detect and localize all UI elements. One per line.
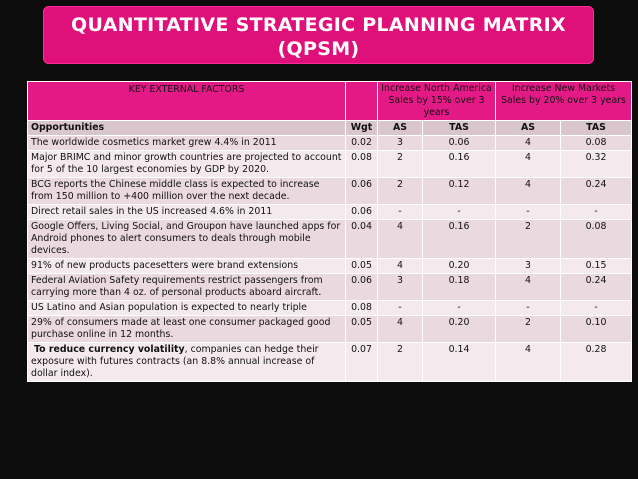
- table-subheader-row: [28, 121, 632, 136]
- tas2-header: TAS: [561, 121, 632, 136]
- as2-cell: 4: [496, 343, 561, 382]
- weight-header: Wgt: [346, 121, 378, 136]
- weight-cell: 0.05: [346, 259, 378, 274]
- weight-cell: 0.06: [346, 205, 378, 220]
- factor-cell: BCG reports the Chinese middle class is expected to increase from 150 million to +400 million over the next decade.: [28, 178, 346, 205]
- as1-cell: 2: [378, 151, 423, 178]
- tas2-cell: 0.32: [561, 151, 632, 178]
- tas2-cell: -: [561, 205, 632, 220]
- tas1-cell: 0.16: [423, 220, 496, 259]
- strategy-1-header: Increase North America Sales by 15% over 3 years: [378, 82, 496, 121]
- as1-cell: 4: [378, 316, 423, 343]
- as2-cell: 4: [496, 136, 561, 151]
- as1-header: AS: [378, 121, 423, 136]
- tas2-cell: 0.28: [561, 343, 632, 382]
- tas1-header: TAS: [423, 121, 496, 136]
- tas1-cell: 0.14: [423, 343, 496, 382]
- opportunities-header: Opportunities: [28, 121, 346, 136]
- weight-cell: 0.02: [346, 136, 378, 151]
- factor-cell: [28, 343, 346, 382]
- table-row: [28, 205, 632, 220]
- factor-cell: US Latino and Asian population is expected to nearly triple: [28, 301, 346, 316]
- as2-cell: 2: [496, 220, 561, 259]
- factor-cell: Major BRIMC and minor growth countries are projected to account for 5 of the 10 largest economies by GDP by 2020.: [28, 151, 346, 178]
- table-row: [28, 316, 632, 343]
- as2-cell: 2: [496, 316, 561, 343]
- table-row: [28, 343, 632, 382]
- as1-cell: 3: [378, 136, 423, 151]
- tas1-cell: 0.12: [423, 178, 496, 205]
- table-row: [28, 178, 632, 205]
- table-row: [28, 220, 632, 259]
- strategy-2-header: Increase New Markets Sales by 20% over 3 years: [496, 82, 632, 121]
- factor-cell: Federal Aviation Safety requirements restrict passengers from carrying more than 4 oz. of personal products aboard aircraft.: [28, 274, 346, 301]
- key-external-factors-header: KEY EXTERNAL FACTORS: [28, 82, 346, 121]
- weight-cell: 0.04: [346, 220, 378, 259]
- as2-header: AS: [496, 121, 561, 136]
- as1-cell: 4: [378, 220, 423, 259]
- table-row: [28, 136, 632, 151]
- as2-cell: 4: [496, 151, 561, 178]
- factor-cell: Direct retail sales in the US increased 4.6% in 2011: [28, 205, 346, 220]
- tas1-cell: 0.06: [423, 136, 496, 151]
- table-row: [28, 151, 632, 178]
- tas2-cell: 0.08: [561, 220, 632, 259]
- tas1-cell: -: [423, 205, 496, 220]
- factor-cell: 29% of consumers made at least one consumer packaged good purchase online in 12 months.: [28, 316, 346, 343]
- weight-cell: 0.06: [346, 178, 378, 205]
- weight-cell: 0.07: [346, 343, 378, 382]
- factor-rest-text: , companies can hedge their exposure with futures contracts (an 8.8% annual increase of dollar index).: [31, 344, 319, 379]
- as2-cell: 4: [496, 178, 561, 205]
- as1-cell: 2: [378, 343, 423, 382]
- weight-cell: 0.08: [346, 151, 378, 178]
- factor-cell: Google Offers, Living Social, and Groupon have launched apps for Android phones to alert consumers to deals through mobile devices.: [28, 220, 346, 259]
- as2-cell: -: [496, 301, 561, 316]
- factor-cell: 91% of new products pacesetters were brand extensions: [28, 259, 346, 274]
- tas1-cell: 0.16: [423, 151, 496, 178]
- slide-subtitle: (QPSM): [277, 38, 360, 60]
- tas2-cell: 0.10: [561, 316, 632, 343]
- weight-cell: 0.05: [346, 316, 378, 343]
- as1-cell: -: [378, 205, 423, 220]
- tas2-cell: 0.08: [561, 136, 632, 151]
- table-row: [28, 259, 632, 274]
- tas1-cell: 0.20: [423, 259, 496, 274]
- qpsm-table: [27, 81, 632, 382]
- tas2-cell: 0.24: [561, 178, 632, 205]
- as1-cell: -: [378, 301, 423, 316]
- as1-cell: 4: [378, 259, 423, 274]
- tas2-cell: 0.15: [561, 259, 632, 274]
- tas1-cell: 0.20: [423, 316, 496, 343]
- as1-cell: 2: [378, 178, 423, 205]
- slide-title-banner: [43, 6, 594, 64]
- as2-cell: -: [496, 205, 561, 220]
- as2-cell: 4: [496, 274, 561, 301]
- factor-bold-text: To reduce currency volatility: [33, 344, 185, 355]
- tas1-cell: 0.18: [423, 274, 496, 301]
- weight-cell: 0.06: [346, 274, 378, 301]
- as1-cell: 3: [378, 274, 423, 301]
- weight-cell: 0.08: [346, 301, 378, 316]
- table-row: [28, 274, 632, 301]
- tas2-cell: 0.24: [561, 274, 632, 301]
- table-header-row: [28, 82, 632, 121]
- table-row: [28, 301, 632, 316]
- tas2-cell: -: [561, 301, 632, 316]
- factor-cell: The worldwide cosmetics market grew 4.4% in 2011: [28, 136, 346, 151]
- slide-title: QUANTITATIVE STRATEGIC PLANNING MATRIX: [71, 14, 566, 36]
- tas1-cell: -: [423, 301, 496, 316]
- blank-header-cell: [346, 82, 378, 121]
- as2-cell: 3: [496, 259, 561, 274]
